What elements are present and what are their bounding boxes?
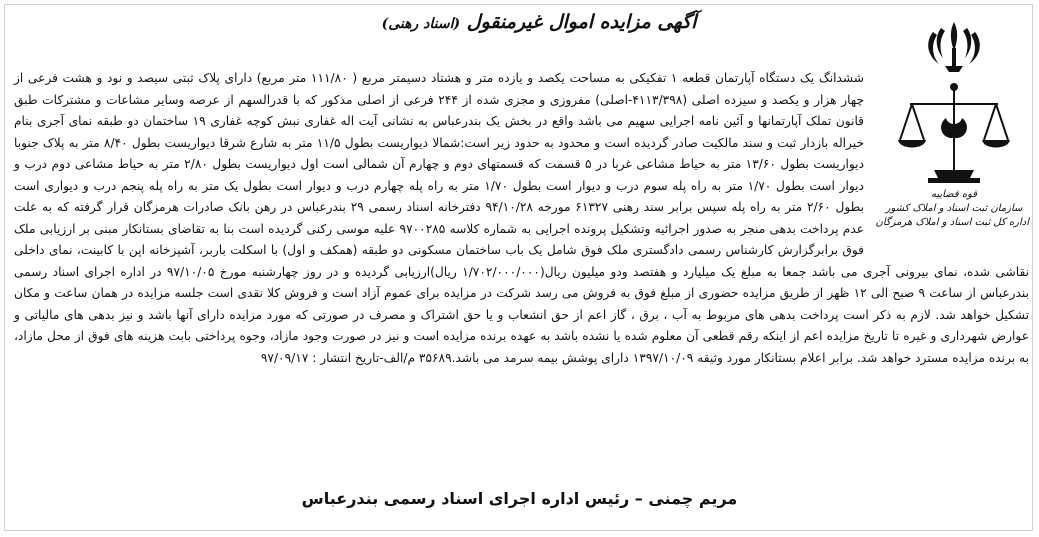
notice-title bbox=[339, 8, 739, 38]
notice-body bbox=[14, 68, 1029, 369]
org-line-hormozgan-office: اداره کل ثبت اسناد و املاک هرمزگان bbox=[875, 217, 1029, 228]
org-line-judiciary: قوه قضاییه bbox=[930, 189, 978, 200]
org-line-registration-org: سازمان ثبت اسناد و املاک کشور bbox=[885, 203, 1023, 214]
signature-line: مریم چمنی – رئیس اداره اجرای اسناد رسمی بندرعباس bbox=[301, 489, 738, 508]
title-main: آگهی مزایده اموال غیرمنقول bbox=[466, 11, 697, 33]
title-subtitle: (اسناد رهنی) bbox=[381, 16, 461, 32]
notice-body-text: ششدانگ یک دستگاه آپارتمان قطعه ۱ تفکیکی به مساحت یکصد و یازده متر و هشتاد دسیمتر مربع ( ۱۱۱/۸۰ متر مربع) دارای پلاک ثبتی سیصد و نود و هشت فرعی از چهار هزار و یکصد و سیزده اصلی (۴۱۱۳/۳۹۸-اصلی) مفروزی و مجزی شده از ۲۴۴ فرعی از اصلی مذکور که با قدرالسهم از عرصه وسایر مشاعات و مشترکات طبق قانون تملک آپارتمانها و آئین نامه اجرایی سهیم می باشد واقع در بخش یک بندرعباس به نشانی آیت اله غفاری نبش کوچه غفاری ۱۹ ساختمان دو طبقه نمای آجری بنام خیراله بازدار ثبت و سند مالکیت صادر گردیده است و محدود به حدود زیر است:شمالا دیواریست بطول ۱۱/۵ متر به شارع شرقا دیواریست بطول ۸/۴۰ متر به پلاک جنوبا دیواریست بطول ۱۳/۶۰ متر به حیاط مشاعی غربا در ۵ قسمت که قسمتهای دوم و چهارم آن شمالی است اول دیواریست بطول ۲/۸۰ متر به حیاط مشاعی دوم درب و دیوار است بطول ۱/۷۰ متر به راه پله سوم درب و دیوار است بطول ۱/۷۰ متر به راه پله چهارم درب و دیوار است بطول یک متر به راه پله پنجم درب و دیواری است بطول ۲/۶۰ متر به راه پله سپس برابر سند رهنی ۶۱۳۲۷ مورخه ۹۴/۱۰/۲۸ دفترخانه اسناد رسمی ۲۹ بندرعباس در رهن بانک صادرات هرمزگان قرار گرفته که به علت عدم پرداخت بدهی منجر به صدور اجرائیه وتشکیل پرونده اجرایی به شماره کلاسه ۹۷۰۰۲۸۵ علیه موسی رکنی گردیده است بنا به تقاضای بستانکار مبنی بر ارزیابی ملک فوق برابرگزارش کارشناس رسمی دادگستری ملک فوق شامل یک باب ساختمان مسکونی دو طبقه (همکف و اول) با اسکلت باربر، آشپزخانه اپن با کابینت، نمای داخلی نقاشی شده، نمای بیرونی آجری می باشد جمعا به مبلغ یک میلیارد و هفتصد ودو میلیون ریال(۱/۷۰۲/۰۰۰/۰۰۰ ریال)ارزیابی گردیده و در روز چهارشنبه مورخ ۹۷/۱۰/۰۵ در اداره اجرای اسناد رسمی بندرعباس از ساعت ۹ صبح الی ۱۲ ظهر از طریق مزایده حضوری از مبلغ فوق به فروش می رسد شرکت در مزایده برای عموم آزاد است و فروش کلا نقدی است جلسه مزایده در همان ساعت و مکان تشکیل خواهد شد. لازم به ذکر است پرداخت بدهی های مربوط به آب ، برق ، گاز اعم از حق انشعاب و یا حق اشتراک و مصرف در صورتی که مورد مزایده دارای آنها باشد و نیز بدهی های مالیاتی و عوارض شهرداری و غیره تا تاریخ مزایده اعم از اینکه رقم قطعی آن معلوم شده یا نشده باشد به عهده برنده مزایده است و نیز در صورت وجود مازاد، وجوه پرداختی بابت هزینه های فوق از محل مازاد، به برنده مزایده مسترد خواهد شد. برابر اعلام بستانکار مورد وثیقه ۱۳۹۷/۱۰/۰۹ دارای پوشش بیمه سرمد می باشد.۳۵۶۸۹ م/الف-تاریخ انتشار : ۹۷/۰۹/۱۷ bbox=[14, 71, 1030, 365]
emblem-wrap-space bbox=[864, 68, 1029, 244]
